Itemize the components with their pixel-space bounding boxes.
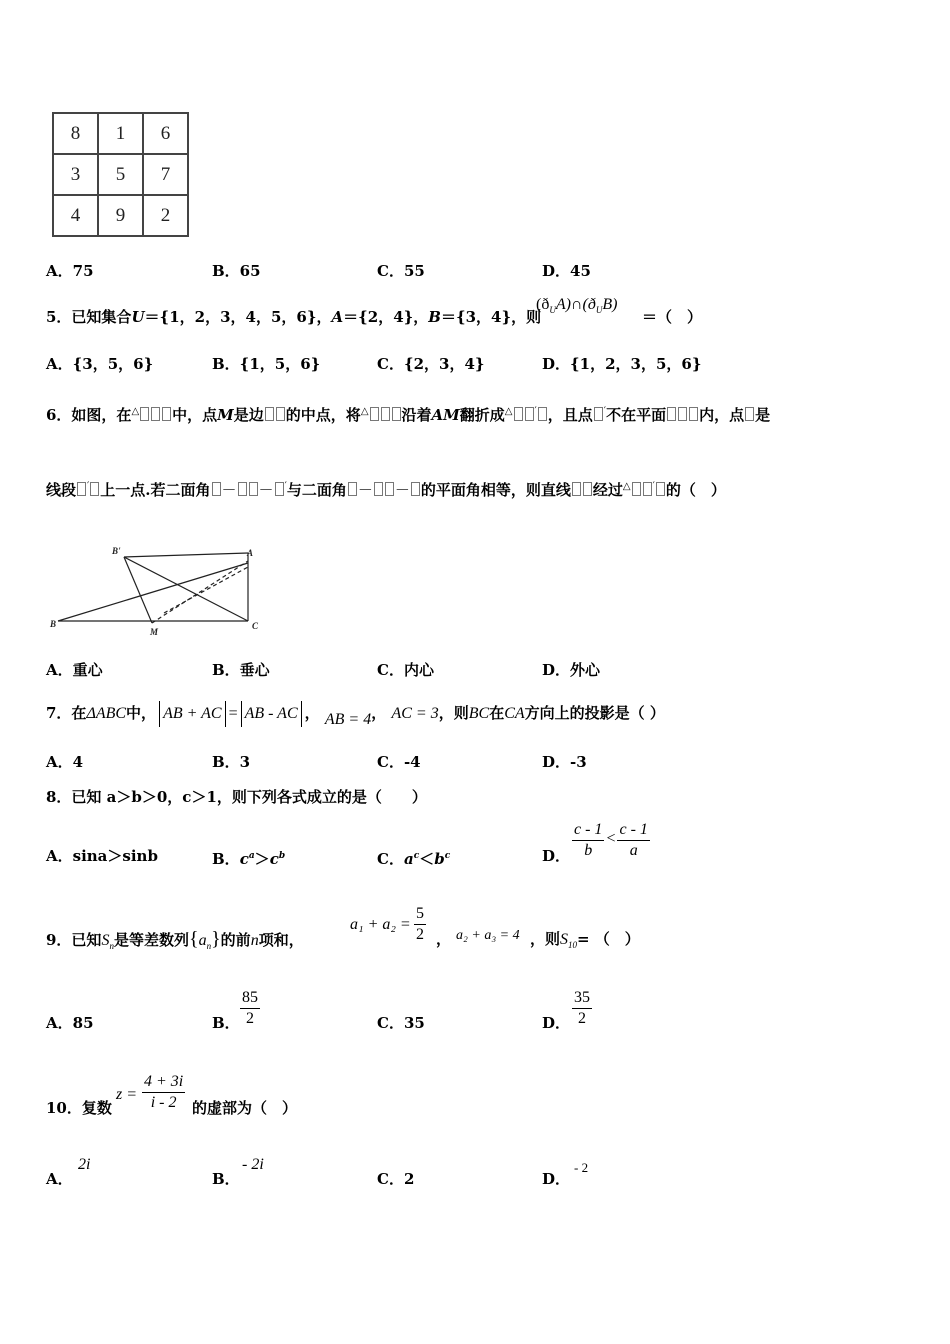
missing-glyph-icon (632, 482, 641, 496)
q9-a1a2: a₁ + a₂ = (350, 916, 411, 933)
q9-a2a3: a₂ + a₃ = 4 (456, 928, 520, 943)
missing-glyph-icon (572, 482, 581, 496)
label-m: M (150, 627, 159, 637)
var-c: c (269, 850, 279, 868)
q6-point-m: M (217, 406, 234, 424)
q7-prefix: 7．在 (46, 704, 87, 722)
square-cell: 2 (143, 195, 188, 236)
q6-option-a: A．重心 (46, 661, 103, 679)
q6-text: 线段 (46, 481, 77, 499)
q9-text: ，则 (530, 930, 561, 948)
var-n: n (250, 932, 259, 949)
fraction-denominator: i - 2 (150, 1094, 177, 1111)
q4-option-a: A．75 (46, 262, 94, 280)
q8-option-d-label: D． (542, 847, 571, 865)
q7-comma2: ， (371, 704, 387, 722)
q9-comma: ， (436, 930, 452, 948)
q9-stem: 9．已知$S_n$是等差数列$\{a_n\}$的前n项和， (46, 928, 304, 951)
abs-bar (241, 701, 242, 727)
lt-symbol: ＜ (419, 850, 435, 868)
fraction-numerator: 85 (240, 988, 260, 1009)
triangle-symbol: △ (622, 481, 631, 492)
prime-symbol: ′ (534, 406, 537, 417)
q5-set-a: A (331, 308, 344, 326)
fraction (572, 820, 604, 861)
missing-glyph-icon (140, 407, 149, 421)
fraction (240, 988, 260, 1029)
q7-ca: CA (504, 705, 525, 722)
q5-expr-mid: A)∩(ð (555, 296, 596, 313)
q7-suffix: 方向上的投影是（ ） (524, 704, 665, 722)
gt-symbol: ＞ (254, 850, 270, 868)
square-cell: 1 (98, 113, 143, 154)
var-s: S (101, 932, 110, 949)
square-cell: 6 (143, 113, 188, 154)
q5-set-b: B (428, 308, 441, 326)
q6-line2 (46, 478, 726, 499)
q6-text: 内，点 (699, 406, 745, 424)
q7-option-c: C．-4 (377, 753, 421, 771)
q9-prefix: 9．已知 (46, 931, 102, 949)
q5-option-c: C．{2，3，4} (377, 355, 485, 373)
missing-glyph-icon (162, 407, 171, 421)
q7-then: ，则 (438, 704, 469, 722)
q7-cond-ab: AB = 4 (324, 711, 372, 728)
q7-rhs: AB - AC (244, 705, 298, 722)
missing-glyph-icon (238, 482, 247, 496)
abs-bar (301, 701, 302, 727)
label-a: A (247, 548, 254, 558)
fraction-numerator: 5 (414, 904, 426, 925)
missing-glyph-icon (370, 407, 379, 421)
var-b: b (278, 851, 286, 861)
var-b: b (434, 850, 445, 868)
q5-suffix: ＝（ ） (642, 308, 703, 326)
edge-bp-c (124, 557, 248, 621)
fraction-denominator: a (629, 842, 638, 859)
q6-text: 的（ ） (665, 481, 726, 499)
fraction (572, 988, 592, 1029)
q7-in: 在 (489, 704, 505, 722)
q6-text: 中，点 (172, 406, 218, 424)
missing-glyph-icon (275, 482, 284, 496)
label-b: B (50, 619, 57, 629)
q10-fraction (142, 1072, 185, 1113)
q10-option-a-value: 2i (78, 1156, 91, 1173)
missing-glyph-icon (90, 482, 99, 496)
prime-symbol: ′ (284, 481, 287, 492)
q7-eq: = (228, 705, 238, 722)
missing-glyph-icon (265, 407, 274, 421)
triangle-symbol: △ (360, 406, 369, 417)
q6-text: 经过 (592, 481, 623, 499)
var-c: c (444, 851, 451, 861)
q5-option-a: A．{3，5，6} (46, 355, 154, 373)
q6-text: 是边 (233, 406, 264, 424)
square-cell: 4 (53, 195, 98, 236)
prime-symbol: ′ (87, 481, 90, 492)
q8-option-a: A．sina＞sinb (46, 847, 158, 865)
q7-option-b: B．3 (212, 753, 251, 771)
fraction-numerator: 4 + 3i (142, 1072, 185, 1093)
q10-option-a-label: A． (46, 1170, 73, 1188)
q7-bc: BC (468, 705, 490, 722)
q6-text: 上一点.若二面角 (100, 481, 211, 499)
missing-glyph-icon (212, 482, 221, 496)
missing-glyph-icon (745, 407, 754, 421)
missing-glyph-icon (276, 407, 285, 421)
q5-set-u: U (131, 308, 145, 326)
missing-glyph-icon (594, 407, 603, 421)
var-a: a (248, 851, 255, 861)
dash-symbol: － (394, 481, 410, 499)
var-s: S (560, 931, 569, 948)
q6-text: 的平面角相等，则直线 (420, 481, 571, 499)
q5-option-d: D．{1，2，3，5，6} (542, 355, 702, 373)
sub-n: n (109, 941, 114, 951)
q5-prefix: 5．已知集合 (46, 308, 132, 326)
edge-bp-a (124, 553, 248, 557)
q6-text: 与二面角 (286, 481, 347, 499)
sub-n: n (206, 941, 212, 951)
square-cell: 8 (53, 113, 98, 154)
q9-text: 是等差数列 (113, 931, 189, 949)
fraction-denominator: 2 (578, 1010, 586, 1027)
q5-eq3: ＝{3，4}，则 (440, 308, 542, 326)
missing-glyph-icon (525, 407, 534, 421)
missing-glyph-icon (151, 407, 160, 421)
fraction (142, 1072, 185, 1113)
q5-eq2: ＝{2，4}， (343, 308, 429, 326)
missing-glyph-icon (667, 407, 676, 421)
q10-option-b-value: - 2i (242, 1156, 264, 1173)
q5-expr-end: B) (602, 296, 618, 313)
q6-option-b: B．垂心 (212, 661, 270, 679)
fraction-denominator: 2 (246, 1010, 254, 1027)
triangle-symbol: △ (504, 406, 513, 417)
magic-square (52, 112, 189, 237)
q8-stem: 8．已知 a＞b＞0，c＞1，则下列各式成立的是（ ） (46, 788, 427, 806)
q9-text: 的前 (220, 931, 251, 949)
q9-option-d-fraction (572, 988, 592, 1029)
q5-option-b: B．{1，5，6} (212, 355, 321, 373)
q6-option-c: C．内心 (377, 661, 434, 679)
edge-bp-m (124, 557, 152, 623)
sub-10: 10 (568, 940, 578, 950)
q9-then (530, 930, 640, 954)
abs-bar (225, 701, 226, 727)
q7-mid: 中， (126, 704, 157, 722)
q7-option-a: A．4 (46, 753, 84, 771)
missing-glyph-icon (678, 407, 687, 421)
q9-option-c: C．35 (377, 1014, 425, 1032)
q6-figure (46, 543, 266, 637)
q5-eq1: ＝{1，2，3，4，5，6}， (144, 308, 332, 326)
q6-line1 (46, 403, 770, 424)
fraction (414, 904, 426, 945)
square-cell: 3 (53, 154, 98, 195)
var-a: a (198, 932, 207, 949)
q4-option-d: D．45 (542, 262, 591, 280)
q7-option-d: D．-3 (542, 753, 587, 771)
q8-option-b (212, 847, 285, 868)
q10-option-d-label: D． (542, 1170, 571, 1188)
q7-lhs: AB + AC (163, 705, 222, 722)
lt-symbol: < (606, 830, 616, 847)
square-cell: 5 (98, 154, 143, 195)
square-cell: 9 (98, 195, 143, 236)
q5-expression (536, 296, 617, 315)
q9-option-b-fraction (240, 988, 260, 1029)
q10-z: z = (116, 1086, 138, 1103)
missing-glyph-icon (514, 407, 523, 421)
abs-bar (159, 701, 160, 727)
q6-text: 6．如图，在 (46, 406, 132, 424)
fraction-numerator: c - 1 (572, 820, 604, 841)
var-c: c (413, 851, 420, 861)
q5-stem (46, 308, 541, 326)
q6-text: 沿着 (401, 406, 432, 424)
fraction (617, 820, 649, 861)
prime-symbol: ′ (603, 406, 607, 417)
q6-text: 翻折成 (459, 406, 505, 424)
fraction-numerator: c - 1 (617, 820, 649, 841)
missing-glyph-icon (643, 482, 652, 496)
missing-glyph-icon (689, 407, 698, 421)
square-cell: 7 (143, 154, 188, 195)
missing-glyph-icon (538, 407, 547, 421)
q7-comma: ， (304, 704, 320, 722)
q10-suffix: 的虚部为（ ） (192, 1099, 298, 1117)
q8-option-c-label: C． (377, 850, 404, 868)
fraction-denominator: b (584, 842, 593, 859)
missing-glyph-icon (381, 407, 390, 421)
q7-stem (46, 696, 665, 737)
q6-line-am: AM (431, 406, 460, 424)
missing-glyph-icon (249, 482, 258, 496)
q7-cond-ac: AC = 3 (391, 705, 439, 722)
missing-glyph-icon (385, 482, 394, 496)
q8-option-b-label: B． (212, 850, 240, 868)
missing-glyph-icon (348, 482, 357, 496)
q6-text: 是 (755, 406, 771, 424)
q10-option-d-value: - 2 (574, 1160, 589, 1175)
dash-symbol: － (221, 481, 237, 499)
q8-option-d-expr (572, 820, 650, 861)
fraction-denominator: 2 (416, 926, 424, 943)
missing-glyph-icon (392, 407, 401, 421)
q4-option-c: C．55 (377, 262, 425, 280)
q10-option-b-label: B． (212, 1170, 240, 1188)
q7-triangle: ΔABC (86, 705, 127, 722)
label-c: C (252, 621, 259, 631)
q5-expr-sub: U (549, 305, 556, 316)
dashed-edge-a-mid (164, 567, 248, 613)
q9-option-a: A．85 (46, 1014, 94, 1032)
q9-option-d-label: D． (542, 1014, 571, 1032)
missing-glyph-icon (374, 482, 383, 496)
q6-text: 的中点，将 (285, 406, 361, 424)
q6-text: ，且点 (547, 406, 593, 424)
q10-option-c: C．2 (377, 1170, 415, 1188)
missing-glyph-icon (656, 482, 665, 496)
var-c: c (239, 850, 249, 868)
q9-text: 项和， (258, 931, 304, 949)
q5-expr-open: (ð (536, 296, 550, 313)
q9-suffix: = （ ） (577, 930, 640, 948)
q6-option-d: D．外心 (542, 661, 601, 679)
var-a: a (403, 850, 414, 868)
prime-symbol: ′ (652, 481, 655, 492)
q9-option-b-label: B． (212, 1014, 240, 1032)
q8-option-c (377, 847, 450, 868)
missing-glyph-icon (77, 482, 86, 496)
fraction-numerator: 35 (572, 988, 592, 1009)
dash-symbol: － (357, 481, 373, 499)
label-b-prime: B' (112, 546, 121, 556)
q4-option-b: B．65 (212, 262, 261, 280)
q10-prefix: 10．复数 (46, 1099, 112, 1117)
dash-symbol: － (258, 481, 274, 499)
missing-glyph-icon (411, 482, 420, 496)
q9-fraction (414, 904, 426, 945)
q5-expr-sub2: U (595, 305, 603, 316)
triangle-symbol: △ (131, 406, 140, 417)
q6-text: 不在平面 (606, 406, 667, 424)
missing-glyph-icon (583, 482, 592, 496)
